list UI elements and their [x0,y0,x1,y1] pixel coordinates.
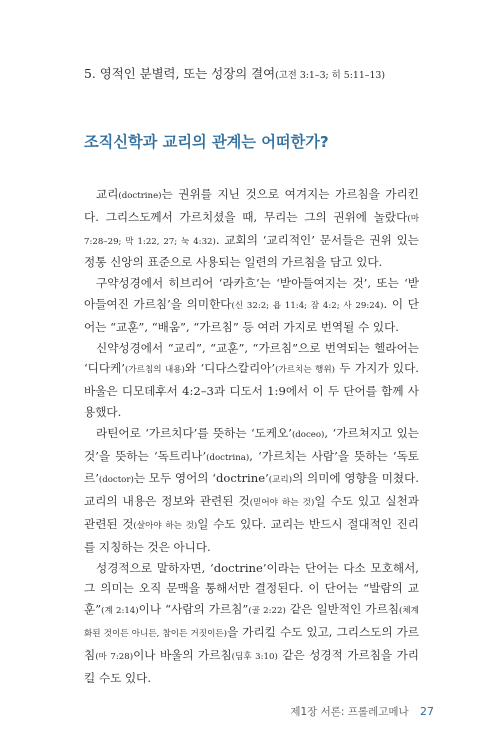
paragraph-text: 을 가리킬 수도 있고, 그리스도의 가르침 [84,624,419,662]
paragraph-text: , ‘가르치는 사람’을 뜻하는 ‘독토르’ [84,448,419,486]
scripture-reference: (고전 3:1–3; 히 5:11–13) [275,70,386,81]
inline-reference: (doctrine) [118,191,162,201]
page-footer [290,704,434,719]
inline-reference: (마 7:28–29; 막 1:22, 27; 눅 4:32) [84,213,419,247]
paragraph-text: , ‘가르쳐지고 있는 것’을 뜻하는 ‘독트리나’ [84,425,419,463]
inline-reference: (살아야 하는 것) [133,520,198,531]
paragraph-text: 성경적으로 말하자면, ‘doctrine’이라는 단어는 다소 모호해서, 그 의미는 오직 문맥을 통해서만 결정된다. 이 단어는 “발람의 교훈” [84,560,419,617]
paragraph-text: 일 수도 있다. 교리는 반드시 절대적인 진리를 지칭하는 것은 아니다. [84,516,420,554]
paragraph-text: 는 모두 영어의 ‘doctrine’ [133,471,269,486]
paragraph-text: 이나 바울의 가르침 [133,647,232,662]
inline-reference: (신 32:2; 욥 11:4; 잠 4:2; 사 29:24) [231,300,384,311]
footer-title: 서론: 프롤레고메나 [320,706,409,718]
paragraph [84,558,419,689]
inline-reference: (믿어야 하는 것) [249,498,315,509]
page-number: 27 [420,705,434,718]
paragraph-text: 구약성경에서 히브리어 ‘라카흐’는 ‘받아들여지는 것’, 또는 ‘받아들여진 가르침’을 의미한다 [84,276,419,311]
paragraph-text: 이나 “사람의 가르침” [138,602,249,617]
paragraph [84,338,419,423]
paragraph-text: 두 가지가 있다. 바울은 디모데후서 4:2–3과 디도서 1:9에서 이 두 단어를 함께 사용했다. [84,361,419,419]
inline-reference: (교리) [268,475,293,486]
inline-reference: (체계화된 것이든 아니든, 참이든 거짓이든) [84,606,419,639]
list-item-text: 5. 영적인 분별력, 또는 성장의 결여 [84,66,276,81]
paragraph-text: 교리 [96,187,119,201]
paragraph-text: 라틴어로 ‘가르치다’를 뜻하는 ‘도케오’ [96,425,292,440]
paragraph [84,184,419,273]
inline-reference: (doceo) [291,429,325,440]
paragraph-text: 같은 일반적인 가르침 [285,602,400,617]
inline-reference: (가르치는 행위) [275,365,335,376]
paragraph-text: 일 수도 있고 실천과 관련된 것 [84,494,420,531]
inline-reference: (마 7:28) [95,651,134,662]
paragraph [84,423,419,558]
inline-reference: (골 2:22) [248,606,286,617]
footer-chapter: 제1장 [290,706,318,718]
section-heading: 조직신학과 교리의 관계는 어떠한가? [84,133,329,151]
inline-reference: (가르침의 내용) [124,365,185,376]
paragraph [84,273,419,337]
paragraph-text: 와 ‘디다스칼리아’ [184,361,276,376]
inline-reference: (딤후 3:10) [231,651,278,662]
inline-reference: (계 2:14) [101,606,139,617]
paragraph-text: 는 권위를 지닌 것으로 여겨지는 가르침을 가리킨다. 그리스도께서 가르치셨을 때, 무리는 그의 권위에 놀랐다 [84,187,419,224]
paragraph-text: 같은 성경적 가르침을 가리킬 수도 있다. [84,647,419,685]
paragraph-text: 의 의미에 영향을 미쳤다. 교리의 내용은 정보와 관련된 것 [84,471,419,509]
paragraph-text: . 이 단어는 “교훈”, “배움”, “가르침” 등 여러 가지로 번역될 수 있다. [84,296,419,334]
paragraph-text: . 교회의 ‘교리적인’ 문서들은 권위 있는 정통 신앙의 표준으로 사용되는 일련의 가르침을 담고 있다. [84,232,419,270]
inline-reference: (doctor) [98,475,134,486]
inline-reference: (doctrina) [206,452,250,463]
body-text [84,184,419,688]
paragraph-text: 신약성경에서 “교리”, “교훈”, “가르침”으로 번역되는 헬라어는 ‘디다케’ [84,340,419,376]
list-item-5 [84,64,424,86]
